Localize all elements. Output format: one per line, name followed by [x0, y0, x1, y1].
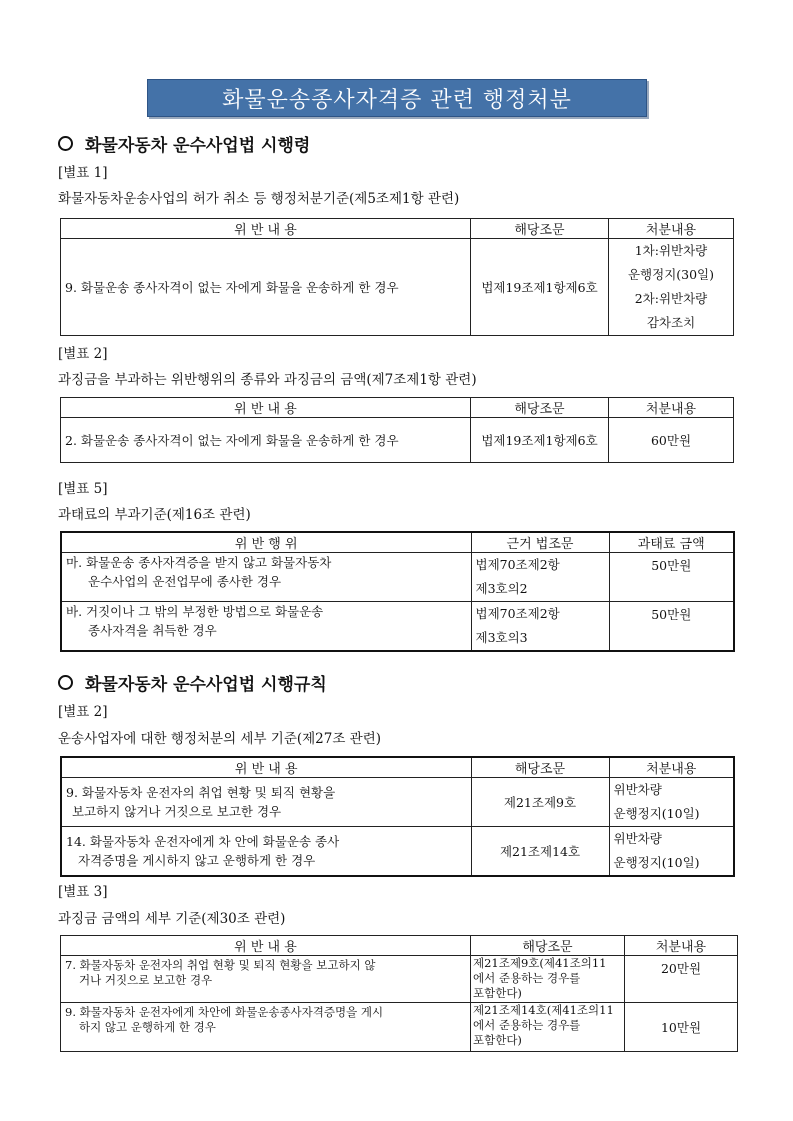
violation-content: 2. 화물운송 종사자격이 없는 자에게 화물을 운송하게 한 경우 — [61, 418, 471, 463]
content-line: 마. 화물운송 종사자격증을 받지 않고 화물자동차 — [66, 555, 332, 570]
header-fine-amount: 과태료 금액 — [609, 532, 734, 553]
header-content: 위 반 내 용 — [61, 757, 471, 778]
disposition-line: 감차조치 — [646, 315, 696, 330]
header-disposition: 처분내용 — [609, 398, 734, 418]
s2-t2-caption: 과징금 금액의 세부 기준(제30조 관련) — [58, 911, 286, 927]
s2-table2 — [60, 935, 738, 1052]
s1-t2-tag: [별표 2] — [58, 346, 108, 362]
content-line: 9. 화물자동차 운전자의 취업 현황 및 퇴직 현황을 — [66, 785, 336, 800]
s1-t3-tag: [별표 5] — [58, 481, 108, 497]
disposition-line: 위반차량 — [613, 782, 662, 797]
disposition-line: 위반차량 — [613, 831, 662, 846]
header-disposition: 처분내용 — [609, 757, 734, 778]
disposition — [609, 239, 734, 336]
article: 제21조제9호 — [471, 778, 609, 827]
disposition-line: 운행정지(10일) — [613, 806, 700, 821]
basis-line: 제3호의3 — [475, 630, 528, 645]
content-line: 종사자격을 취득한 경우 — [88, 623, 217, 638]
section1-heading — [58, 131, 310, 156]
violation-content: 9. 화물운송 종사자격이 없는 자에게 화물을 운송하게 한 경우 — [61, 239, 471, 336]
header-content: 위 반 내 용 — [61, 219, 471, 239]
content-line: 바. 거짓이나 그 밖의 부정한 방법으로 화물운송 — [66, 604, 324, 619]
s2-t1-tag: [별표 2] — [58, 704, 108, 720]
content-line: 보고하지 않거나 거짓으로 보고한 경우 — [72, 804, 282, 819]
legal-basis — [471, 553, 609, 602]
circle-bullet-icon — [58, 136, 73, 151]
content-line: 운수사업의 운전업무에 종사한 경우 — [88, 574, 282, 589]
disposition — [609, 827, 734, 877]
content-line: 자격증명을 게시하지 않고 운행하게 한 경우 — [78, 853, 316, 868]
disposition — [609, 778, 734, 827]
content-line: 14. 화물자동차 운전자에게 차 안에 화물운송 종사 — [66, 834, 340, 849]
page-title: 화물운송종사자격증 관련 행정처분 — [147, 79, 647, 117]
violation-content — [61, 602, 471, 652]
s2-t2-tag: [별표 3] — [58, 884, 108, 900]
article — [471, 956, 625, 1003]
header-article: 해당조문 — [471, 398, 609, 418]
article: 법제19조제1항제6호 — [471, 418, 609, 463]
header-disposition: 처분내용 — [625, 936, 738, 956]
basis-line: 제3호의2 — [475, 581, 528, 596]
article-line: 제21조제14호(제41조의11 — [473, 1003, 614, 1017]
header-content: 위 반 내 용 — [61, 936, 471, 956]
header-violation: 위 반 행 위 — [61, 532, 471, 553]
section2-heading-text: 화물자동차 운수사업법 시행규칙 — [85, 675, 327, 695]
disposition-line: 2차:위반차량 — [634, 291, 708, 306]
header-article: 해당조문 — [471, 757, 609, 778]
disposition: 60만원 — [609, 418, 734, 463]
basis-line: 법제70조제2항 — [475, 557, 560, 572]
s1-t1-caption: 화물자동차운송사업의 허가 취소 등 행정처분기준(제5조제1항 관련) — [58, 191, 460, 207]
violation-content — [61, 778, 471, 827]
fine-amount: 20만원 — [625, 956, 738, 1003]
s1-t2-caption: 과징금을 부과하는 위반행위의 종류와 과징금의 금액(제7조제1항 관련) — [58, 372, 477, 388]
header-legal-basis: 근거 법조문 — [471, 532, 609, 553]
disposition-line: 운행정지(30일) — [627, 267, 715, 282]
article-line: 에서 준용하는 경우를 — [473, 971, 581, 985]
violation-content — [61, 1003, 471, 1052]
fine-amount: 50만원 — [609, 553, 734, 602]
header-disposition: 처분내용 — [609, 219, 734, 239]
header-article: 해당조문 — [471, 936, 625, 956]
article-line: 제21조제9호(제41조의11 — [473, 956, 607, 970]
section1-heading-text: 화물자동차 운수사업법 시행령 — [85, 136, 311, 156]
article-line: 에서 준용하는 경우를 — [473, 1018, 581, 1032]
content-line: 거나 거짓으로 보고한 경우 — [79, 973, 213, 987]
header-content: 위 반 내 용 — [61, 398, 471, 418]
s1-table2 — [60, 397, 734, 463]
fine-amount: 10만원 — [625, 1003, 738, 1052]
s2-table1 — [60, 756, 735, 877]
s2-t1-caption: 운송사업자에 대한 행정처분의 세부 기준(제27조 관련) — [58, 731, 382, 747]
s1-t3-caption: 과태료의 부과기준(제16조 관련) — [58, 507, 251, 523]
disposition-line: 1차:위반차량 — [634, 243, 708, 258]
circle-bullet-icon — [58, 675, 73, 690]
legal-basis — [471, 602, 609, 652]
s1-table3 — [60, 531, 735, 652]
violation-content — [61, 827, 471, 877]
header-article: 해당조문 — [471, 219, 609, 239]
content-line: 하지 않고 운행하게 한 경우 — [79, 1020, 216, 1034]
content-line: 9. 화물자동차 운전자에게 차안에 화물운송종사자격증명을 게시 — [65, 1005, 384, 1019]
section2-heading — [58, 670, 327, 695]
s1-table1 — [60, 218, 734, 336]
article — [471, 1003, 625, 1052]
basis-line: 법제70조제2항 — [475, 606, 560, 621]
violation-content — [61, 956, 471, 1003]
article-line: 포함한다) — [473, 986, 522, 1000]
fine-amount: 50만원 — [609, 602, 734, 652]
article-line: 포함한다) — [473, 1033, 522, 1047]
article: 제21조제14호 — [471, 827, 609, 877]
article: 법제19조제1항제6호 — [471, 239, 609, 336]
disposition-line: 운행정지(10일) — [613, 855, 700, 870]
s1-t1-tag: [별표 1] — [58, 165, 108, 181]
violation-content — [61, 553, 471, 602]
content-line: 7. 화물자동차 운전자의 취업 현황 및 퇴직 현황을 보고하지 않 — [65, 958, 376, 972]
